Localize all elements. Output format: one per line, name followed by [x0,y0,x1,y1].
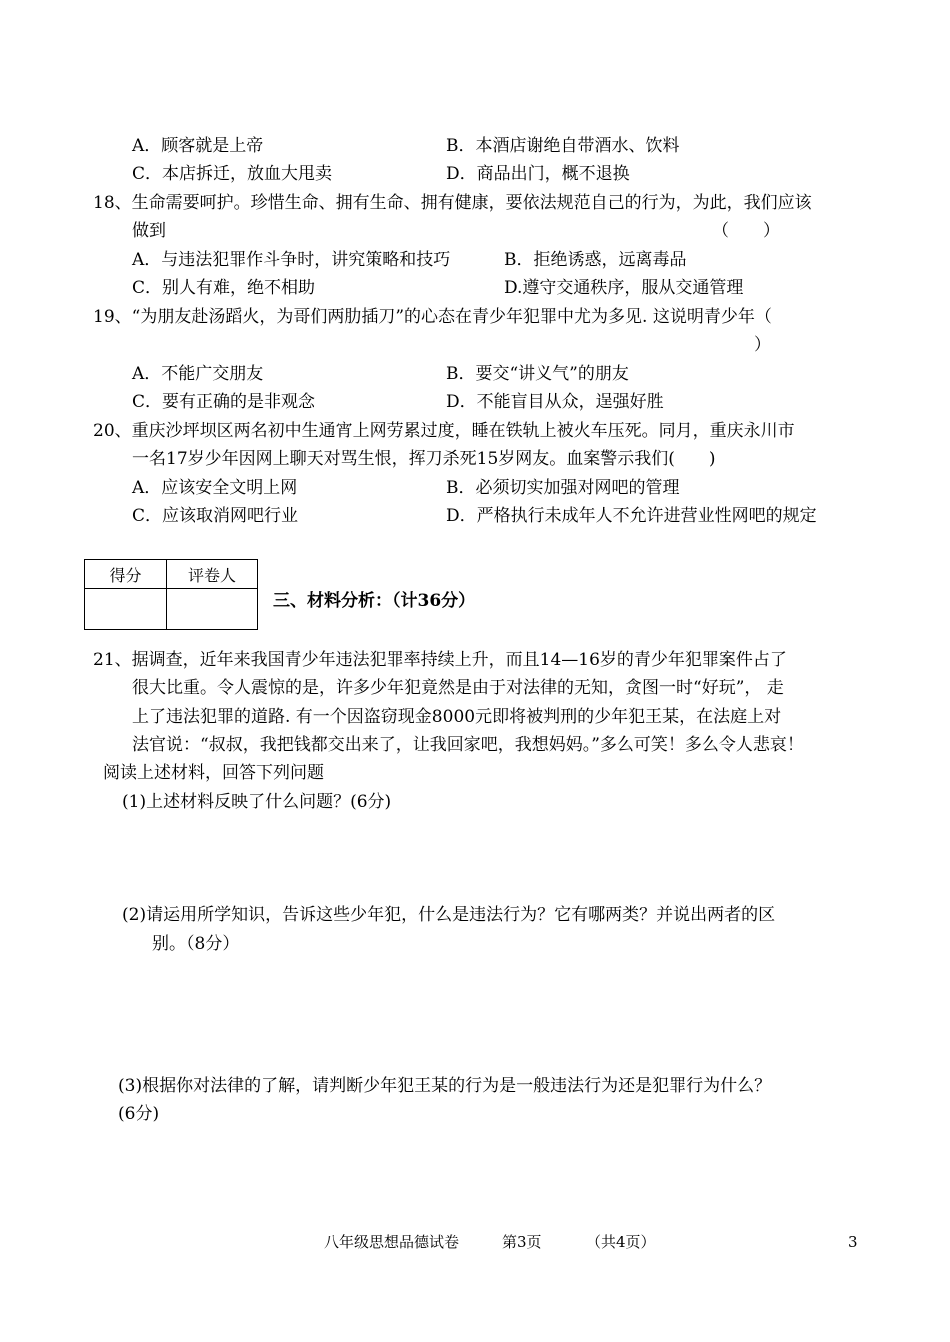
q19-option-b: B．要交“讲义气”的朋友 [446,364,629,384]
score-table [84,559,258,630]
q21-instruction: 阅读上述材料，回答下列问题 [103,763,324,783]
q20-option-c: C．应该取消网吧行业 [132,506,299,526]
q18-option-b: B．拒绝诱惑，远离毒品 [504,250,687,270]
q21-subquestion-3-line1: (3)根据你对法律的了解，请判断少年犯王某的行为是一般违法行为还是犯罪行为什么？ [118,1076,772,1096]
q21-material-line4: 法官说：“叔叔，我把钱都交出来了，让我回家吧，我想妈妈。”多么可笑！多么令人悲哀！ [132,735,804,755]
footer-page-label: 第3页 [502,1233,542,1251]
q19-option-a: A．不能广交朋友 [132,364,264,384]
q18-option-d: D.遵守交通秩序，服从交通管理 [504,278,744,298]
section-title: 三、材料分析：（计36分） [273,591,476,611]
q17-option-d: D．商品出门，概不退换 [446,164,630,184]
q18-option-c: C．别人有难，绝不相助 [132,278,316,298]
q21-material-line3: 上了违法犯罪的道路. 有一个因盗窃现金8000元即将被判刑的少年犯王某，在法庭上对 [132,707,782,727]
q19-option-c: C．要有正确的是非观念 [132,392,316,412]
q20-option-d: D．严格执行未成年人不允许进营业性网吧的规定 [446,506,817,526]
grader-cell [167,589,258,630]
q20-option-a: A．应该安全文明上网 [132,478,298,498]
q20-stem-line2: 一名17岁少年因网上聊天对骂生恨，挥刀杀死15岁网友。血案警示我们( ) [132,449,716,469]
q19-stem-line1: 19、“为朋友赴汤蹈火，为哥们两肋插刀”的心态在青少年犯罪中尤为多见. 这说明青少年（ [93,307,772,327]
footer-exam-name: 八年级思想品德试卷 [324,1233,460,1251]
q17-option-a: A．顾客就是上帝 [132,136,264,156]
q18-answer-paren: （ ） [712,221,780,241]
q19-option-d: D．不能盲目从众，逞强好胜 [446,392,664,412]
grader-header: 评卷人 [167,560,258,589]
q21-subquestion-2-line2: 别。（8分） [152,934,240,954]
q21-subquestion-3-line2: (6分) [118,1104,160,1124]
footer-total-pages: （共4页） [586,1233,656,1251]
q20-option-b: B．必须切实加强对网吧的管理 [446,478,680,498]
q17-option-c: C．本店拆迁，放血大甩卖 [132,164,333,184]
score-header: 得分 [85,560,167,589]
q18-stem-line1: 18、生命需要呵护。珍惜生命、拥有生命、拥有健康，要依法规范自己的行为，为此，我们应该 [93,193,812,213]
score-cell [85,589,167,630]
q21-material-line2: 很大比重。令人震惊的是，许多少年犯竟然是由于对法律的无知，贪图一时“好玩”， 走 [132,678,784,698]
q21-material-line1: 21、据调查，近年来我国青少年违法犯罪率持续上升，而且14—16岁的青少年犯罪案件占了 [93,650,787,670]
q19-stem-line2: ） [754,335,771,355]
q17-option-b: B．本酒店谢绝自带酒水、饮料 [446,136,680,156]
q18-stem-line2: 做到 [132,221,166,241]
q18-option-a: A．与违法犯罪作斗争时，讲究策略和技巧 [132,250,451,270]
q21-subquestion-2-line1: (2)请运用所学知识，告诉这些少年犯，什么是违法行为？它有哪两类？并说出两者的区 [122,905,776,925]
q20-stem-line1: 20、重庆沙坪坝区两名初中生通宵上网劳累过度，睡在铁轨上被火车压死。同月，重庆永川市 [93,421,795,441]
page-number: 3 [848,1233,858,1251]
q21-subquestion-1: (1)上述材料反映了什么问题？(6分) [122,792,392,812]
